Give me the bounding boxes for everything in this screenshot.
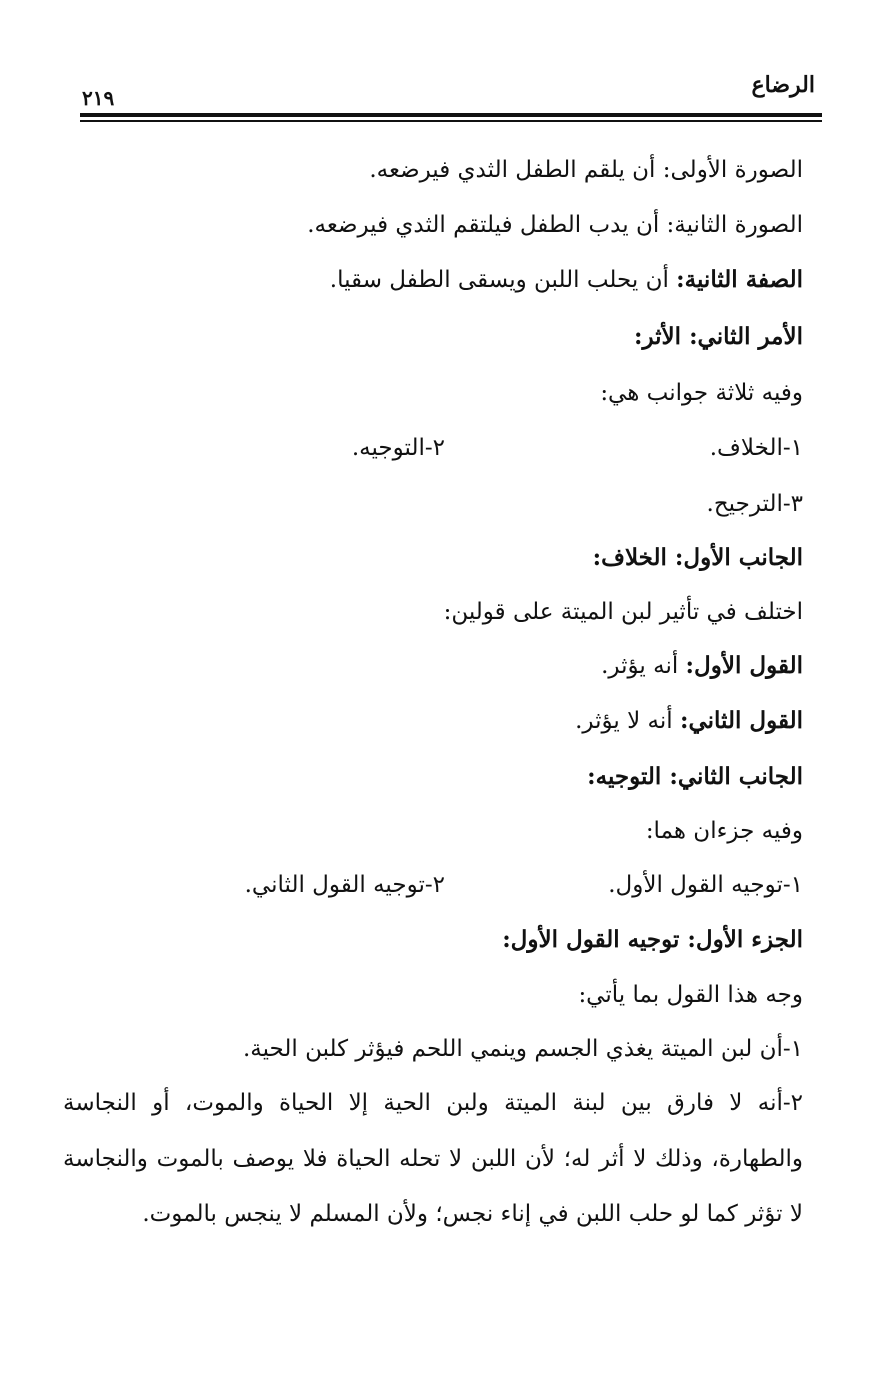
first-opinion-label: القول الأول: bbox=[685, 652, 803, 679]
line-second-form: الصورة الثانية: أن يدب الطفل فيلتقم الثدي فيرضعه. bbox=[307, 212, 803, 238]
line-first-opinion bbox=[601, 650, 803, 682]
part-item-2: ٢-توجيه القول الثاني. bbox=[244, 872, 445, 898]
line-two-parts: وفيه جزءان هما: bbox=[645, 818, 803, 844]
second-opinion-text: أنه لا يؤثر. bbox=[575, 708, 680, 734]
aspect-item-3: ٣-الترجيح. bbox=[706, 491, 803, 517]
heading-second-aspect: الجانب الثاني: التوجيه: bbox=[587, 763, 803, 790]
page-number: ٢١٩ bbox=[82, 86, 115, 110]
running-header-title: الرضاع bbox=[751, 72, 815, 98]
line-first-form: الصورة الأولى: أن يلقم الطفل الثدي فيرضعه. bbox=[369, 157, 803, 183]
heading-second-matter: الأمر الثاني: الأثر: bbox=[633, 323, 803, 350]
heading-first-part: الجزء الأول: توجيه القول الأول: bbox=[502, 926, 803, 953]
part-item-1: ١-توجيه القول الأول. bbox=[608, 872, 803, 898]
second-method-label: الصفة الثانية: bbox=[676, 266, 803, 293]
header-rule-thick bbox=[80, 113, 822, 117]
aspect-item-2: ٢-التوجيه. bbox=[351, 435, 445, 461]
second-opinion-label: القول الثاني: bbox=[679, 707, 803, 734]
line-second-method bbox=[330, 264, 803, 296]
line-second-opinion bbox=[575, 705, 803, 737]
header-rule-thin bbox=[80, 120, 822, 122]
line-justification: وجه هذا القول بما يأتي: bbox=[578, 982, 803, 1008]
line-three-aspects: وفيه ثلاثة جوانب هي: bbox=[600, 380, 803, 406]
reason-2-paragraph: ٢-أنه لا فارق بين لبنة الميتة ولبن الحية إلا الحياة والموت، أو النجاسة والطهارة، وذلك لا أثر له؛ لأن اللبن لا تحله الحياة فلا يوصف بالموت والنجاسة لا تؤثر كما لو حلب اللبن في إناء نجس؛ ولأن المسلم لا ينجس بالموت. bbox=[63, 1090, 803, 1227]
reason-1: ١-أن لبن الميتة يغذي الجسم وينمي اللحم فيؤثر كلبن الحية. bbox=[242, 1036, 803, 1062]
line-disagreement: اختلف في تأثير لبن الميتة على قولين: bbox=[443, 599, 803, 625]
heading-first-aspect: الجانب الأول: الخلاف: bbox=[592, 544, 803, 571]
second-method-text: أن يحلب اللبن ويسقى الطفل سقيا. bbox=[329, 267, 677, 293]
first-opinion-text: أنه يؤثر. bbox=[601, 653, 686, 679]
aspect-item-1: ١-الخلاف. bbox=[709, 435, 803, 461]
